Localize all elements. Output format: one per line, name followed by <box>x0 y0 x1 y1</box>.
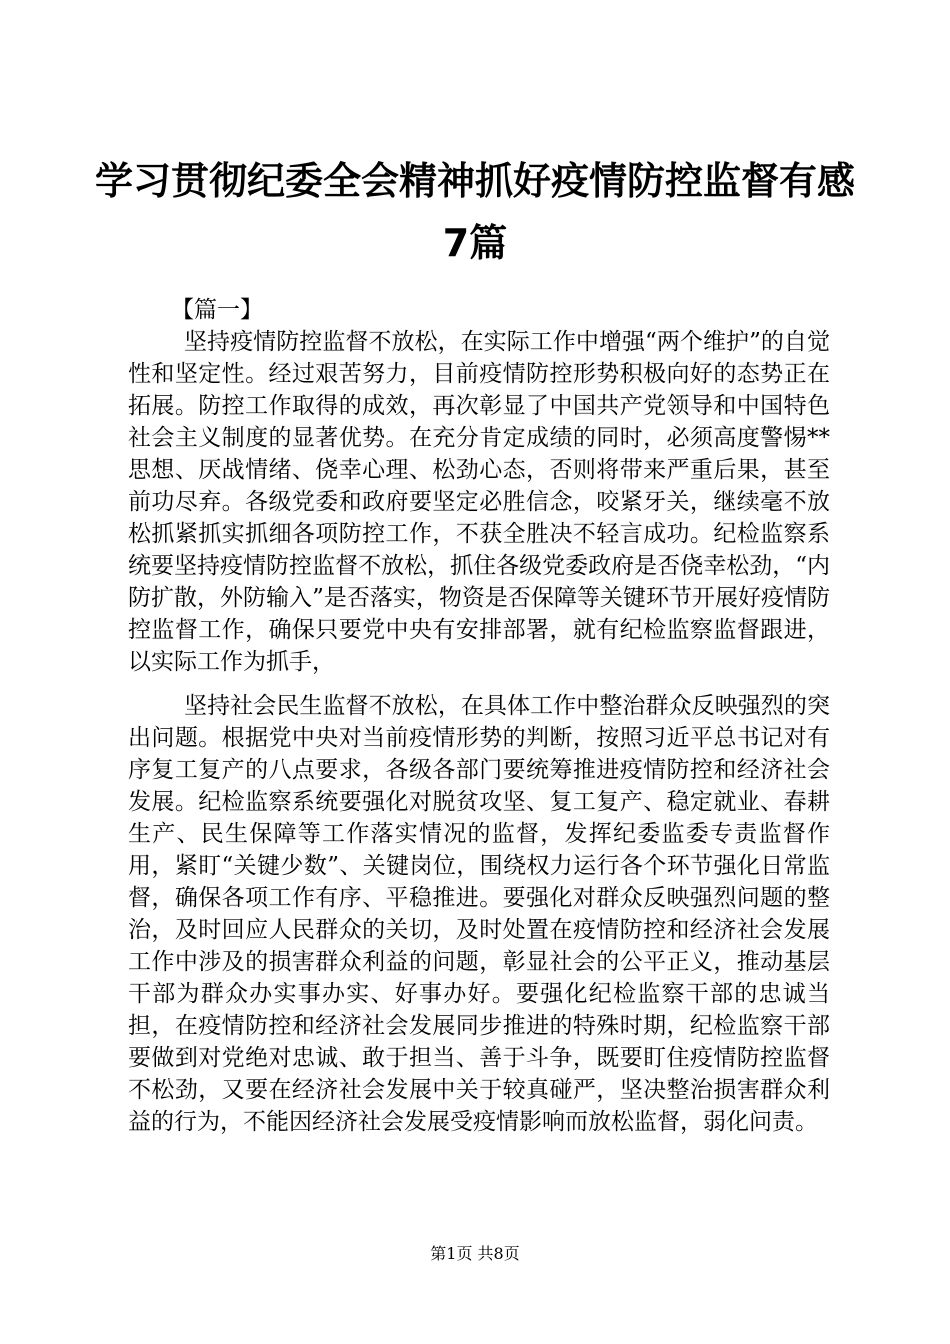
body-paragraph-1: 坚持疫情防控监督不放松，在实际工作中增强“两个维护”的自觉性和坚定性。经过艰苦努力，目前疫情防控形势积极向好的态势正在拓展。防控工作取得的成效，再次彰显了中国共产党领导和中国特色社会主义制度的显著优势。在充分肯定成绩的同时，必须高度警惕**思想、厌战情绪、侥幸心理、松劲心态，否则将带来严重后果，甚至前功尽弃。各级党委和政府要坚定必胜信念，咬紧牙关，继续毫不放松抓紧抓实抓细各项防控工作，不获全胜决不轻言成功。纪检监察系统要坚持疫情防控监督不放松，抓住各级党委政府是否侥幸松劲，“内防扩散，外防输入”是否落实，物资是否保障等关键环节开展好疫情防控监督工作，确保只要党中央有安排部署，就有纪检监察监督跟进，以实际工作为抓手， <box>128 329 830 675</box>
body-paragraph-2: 坚持社会民生监督不放松，在具体工作中整治群众反映强烈的突出问题。根据党中央对当前疫情形势的判断，按照习近平总书记对有序复工复产的八点要求，各级各部门要统筹推进疫情防控和经济社会发展。纪检监察系统要强化对脱贫攻坚、复工复产、稳定就业、春耕生产、民生保障等工作落实情况的监督，发挥纪委监委专责监督作用，紧盯“关键少数”、关键岗位，围绕权力运行各个环节强化日常监督，确保各项工作有序、平稳推进。要强化对群众反映强烈问题的整治，及时回应人民群众的关切，及时处置在疫情防控和经济社会发展工作中涉及的损害群众利益的问题，彰显社会的公平正义，推动基层干部为群众办实事办实、好事办好。要强化纪检监察干部的忠诚当担，在疫情防控和经济社会发展同步推进的特殊时期，纪检监察干部要做到对党绝对忠诚、敢于担当、善于斗争，既要盯住疫情防控监督不松劲，又要在经济社会发展中关于较真碰严，坚决整治损害群众利益的行为，不能因经济社会发展受疫情影响而放松监督，弱化问责。 <box>128 693 830 1135</box>
document-title-line-2: 7篇 <box>442 221 508 265</box>
section-label: 【篇一】 <box>171 297 263 323</box>
page-footer: 第1页 共8页 <box>430 1244 520 1263</box>
document-title-line-1: 学习贯彻纪委全会精神抓好疫情防控监督有感 <box>94 159 855 203</box>
